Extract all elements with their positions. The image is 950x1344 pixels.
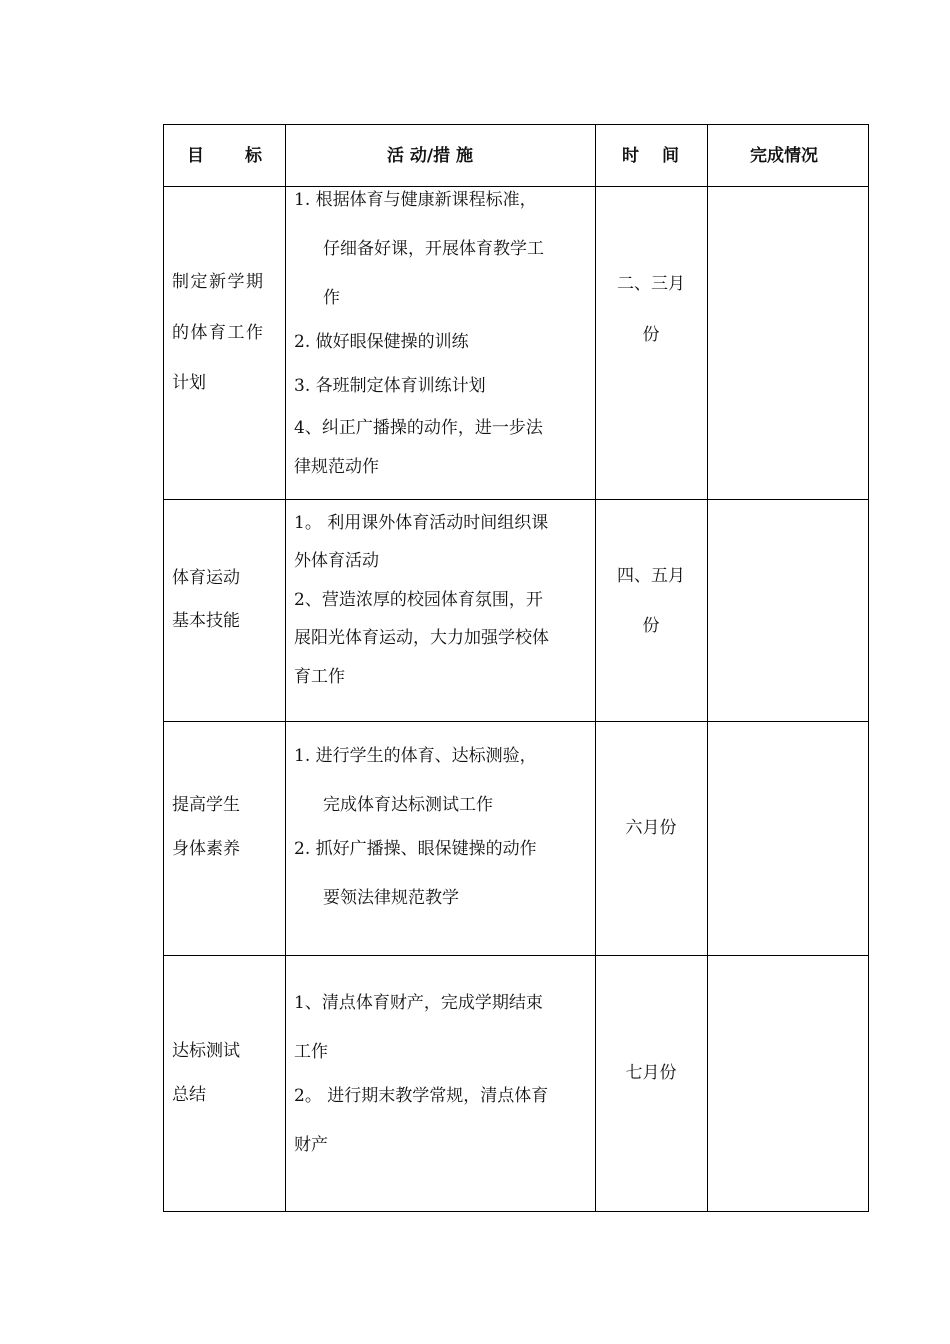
row1-time-line: 二、三月 — [617, 274, 685, 294]
row2-time-line: 份 — [642, 616, 660, 636]
row1-goal-line: 制定新学期 — [172, 272, 265, 292]
row1-activity-line: 律规范动作 — [294, 457, 379, 477]
row2-activity-line: 2、营造浓厚的校园体育氛围，开 — [294, 590, 543, 610]
row-divider — [164, 721, 868, 722]
row3-activity-line: 1. 进行学生的体育、达标测验， — [294, 746, 537, 766]
row-divider — [164, 186, 868, 187]
row3-goal-line: 身体素养 — [172, 839, 240, 859]
row4-goal-line: 总结 — [172, 1085, 206, 1105]
row3-activity-line: 要领法律规范教学 — [323, 888, 459, 908]
row2-activity-line: 展阳光体育运动，大力加强学校体 — [294, 628, 549, 648]
row2-goal-line: 体育运动 — [172, 568, 240, 588]
row2-activity-line: 育工作 — [294, 667, 345, 687]
row3-time-line: 六月份 — [625, 818, 677, 838]
row4-goal-line: 达标测试 — [172, 1041, 240, 1061]
row1-activity-line: 4、纠正广播操的动作，进一步法 — [294, 418, 543, 438]
row1-time-line: 份 — [642, 325, 660, 345]
header-goal-char2: 标 — [245, 146, 262, 166]
row-divider — [164, 499, 868, 500]
row2-time-line: 四、五月 — [617, 566, 685, 586]
row2-activity-line: 1。 利用课外体育活动时间组织课 — [294, 513, 549, 533]
header-activity: 活 动/措 施 — [387, 146, 474, 166]
row4-activity-line: 2。 进行期末教学常规，清点体育 — [294, 1086, 549, 1106]
header-time-char1: 时 — [622, 146, 639, 166]
row1-goal-line: 计划 — [172, 373, 206, 393]
header-goal-char1: 目 — [187, 146, 204, 166]
row2-goal-line: 基本技能 — [172, 611, 240, 631]
row4-activity-line: 1、清点体育财产，完成学期结束 — [294, 993, 543, 1013]
row1-activity-line: 仔细备好课，开展体育教学工 — [323, 239, 544, 259]
row4-time-line: 七月份 — [625, 1063, 677, 1083]
row3-goal-line: 提高学生 — [172, 795, 240, 815]
plan-table — [163, 124, 869, 1212]
row3-activity-line: 2. 抓好广播操、眼保键操的动作 — [294, 839, 537, 859]
row1-activity-line: 1. 根据体育与健康新课程标准， — [294, 190, 537, 210]
row1-activity-line: 2. 做好眼保健操的训练 — [294, 332, 469, 352]
row4-activity-line: 财产 — [294, 1135, 328, 1155]
column-divider — [285, 125, 286, 1211]
row1-activity-line: 作 — [323, 288, 340, 308]
header-status: 完成情况 — [750, 146, 818, 166]
row-divider — [164, 955, 868, 956]
column-divider — [707, 125, 708, 1211]
row1-activity-line: 3. 各班制定体育训练计划 — [294, 376, 486, 396]
row2-activity-line: 外体育活动 — [294, 551, 379, 571]
row4-activity-line: 工作 — [294, 1042, 328, 1062]
row1-goal-line: 的体育工作 — [172, 323, 265, 343]
header-time-char2: 间 — [662, 146, 679, 166]
row3-activity-line: 完成体育达标测试工作 — [323, 795, 493, 815]
